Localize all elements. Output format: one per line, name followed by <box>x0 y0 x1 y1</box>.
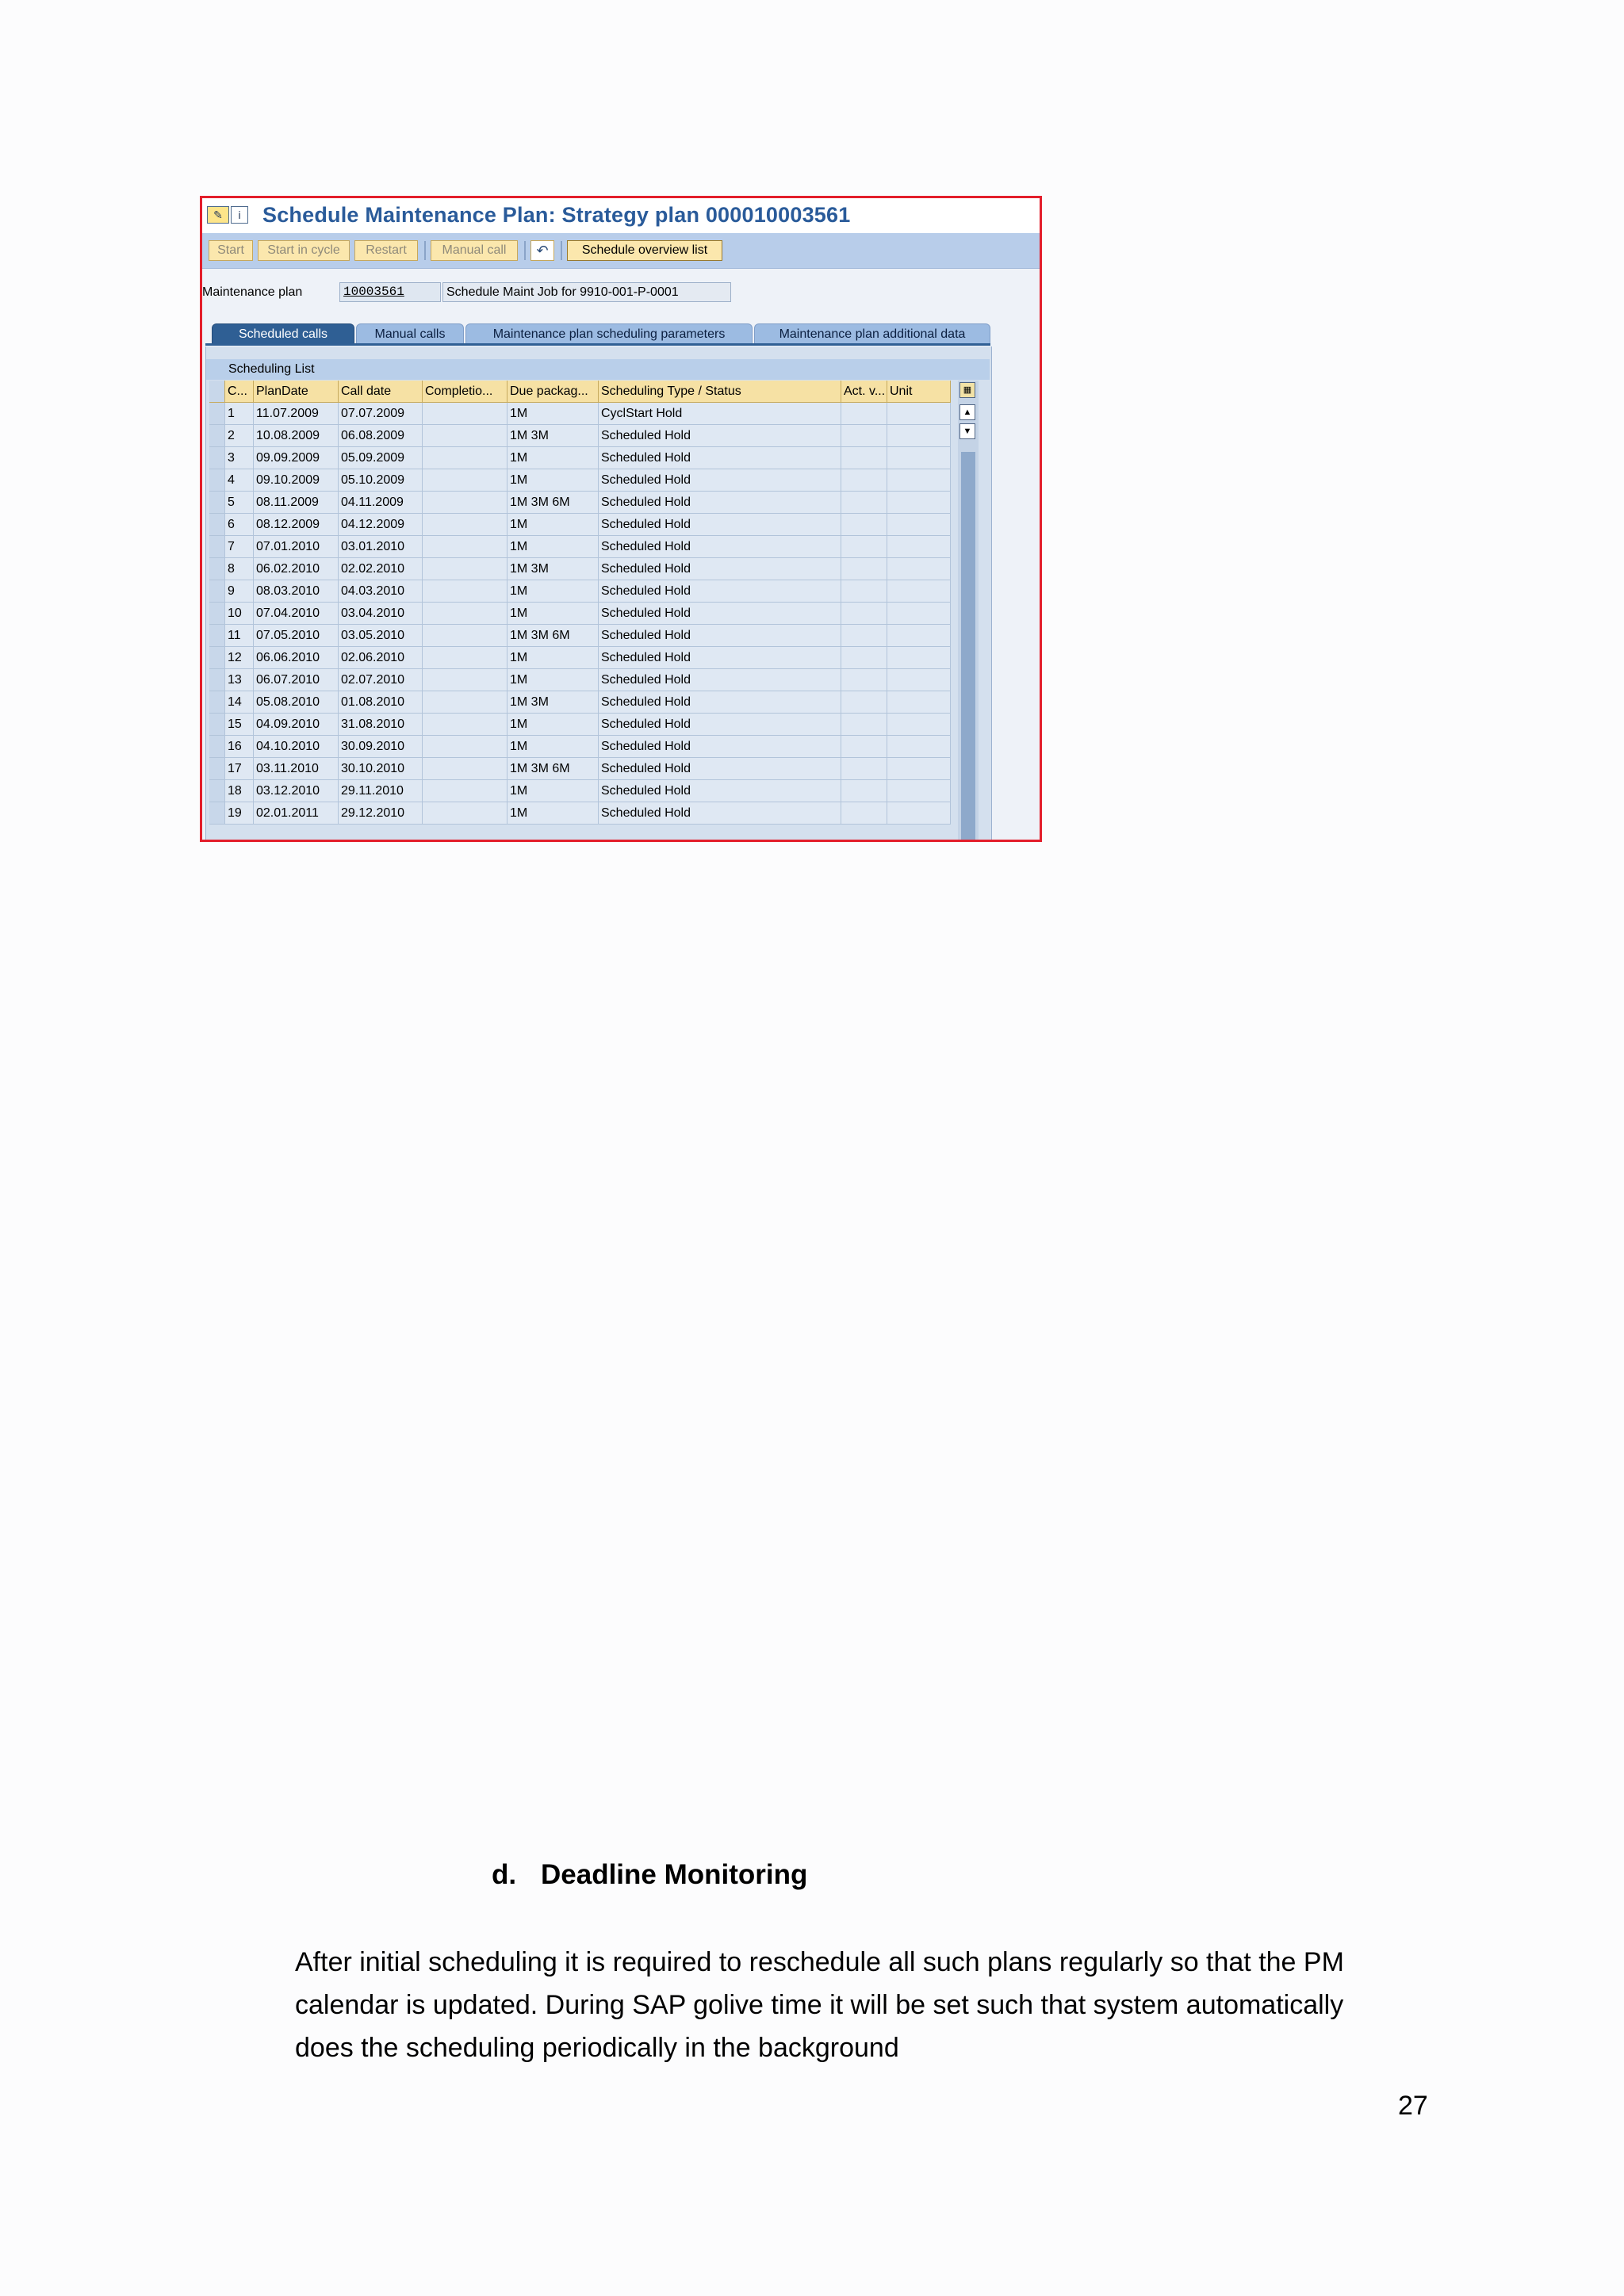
table-cell: 07.01.2010 <box>254 536 339 558</box>
paragraph-line: does the scheduling periodically in the background <box>295 2033 899 2063</box>
table-cell: 04.12.2009 <box>339 514 423 536</box>
table-cell <box>841 536 887 558</box>
table-cell: CyclStart Hold <box>599 403 841 425</box>
table-cell: 10.08.2009 <box>254 425 339 447</box>
table-cell: 1M <box>508 536 599 558</box>
table-cell: 06.06.2010 <box>254 647 339 669</box>
row-selector[interactable] <box>209 403 225 425</box>
scroll-down-icon[interactable]: ▼ <box>959 423 975 439</box>
table-cell <box>887 447 951 469</box>
table-row[interactable] <box>209 403 951 425</box>
table-cell: 5 <box>225 492 254 514</box>
table-cell <box>841 691 887 714</box>
table-cell <box>423 514 508 536</box>
table-cell <box>887 647 951 669</box>
table-cell: 06.02.2010 <box>254 558 339 580</box>
table-cell: 1M <box>508 780 599 802</box>
table-cell: 02.02.2010 <box>339 558 423 580</box>
table-cell: 04.03.2010 <box>339 580 423 603</box>
table-row[interactable] <box>209 647 951 669</box>
table-cell <box>841 736 887 758</box>
table-cell: 07.04.2010 <box>254 603 339 625</box>
table-cell: 30.09.2010 <box>339 736 423 758</box>
table-cell: Scheduled Hold <box>599 514 841 536</box>
table-cell: 16 <box>225 736 254 758</box>
table-cell <box>423 403 508 425</box>
table-cell: 1M 3M 6M <box>508 758 599 780</box>
row-selector-all[interactable] <box>209 381 225 403</box>
table-cell <box>887 802 951 825</box>
restart-button[interactable]: Restart <box>354 240 418 261</box>
table-cell: 1M <box>508 403 599 425</box>
table-cell: Scheduled Hold <box>599 625 841 647</box>
table-cell: 03.01.2010 <box>339 536 423 558</box>
table-cell: Scheduled Hold <box>599 758 841 780</box>
table-cell <box>887 425 951 447</box>
column-header[interactable]: Scheduling Type / Status <box>599 381 841 403</box>
table-cell <box>423 603 508 625</box>
schedule-overview-list-button[interactable]: Schedule overview list <box>567 240 722 261</box>
table-cell <box>887 492 951 514</box>
table-cell: 04.11.2009 <box>339 492 423 514</box>
main-area <box>202 269 1040 840</box>
table-cell: 1M 3M <box>508 425 599 447</box>
table-cell: 06.08.2009 <box>339 425 423 447</box>
application-toolbar <box>202 233 1040 269</box>
table-cell <box>841 802 887 825</box>
table-cell: 1M <box>508 469 599 492</box>
table-cell <box>887 558 951 580</box>
row-selector[interactable] <box>209 669 225 691</box>
table-cell: 1M <box>508 647 599 669</box>
table-cell: 14 <box>225 691 254 714</box>
table-cell: 09.10.2009 <box>254 469 339 492</box>
table-cell: Scheduled Hold <box>599 669 841 691</box>
table-cell: 05.10.2009 <box>339 469 423 492</box>
table-cell: 17 <box>225 758 254 780</box>
row-selector[interactable] <box>209 558 225 580</box>
table-cell <box>423 536 508 558</box>
table-cell: 31.08.2010 <box>339 714 423 736</box>
info-icon[interactable]: i <box>231 206 248 224</box>
window-title: Schedule Maintenance Plan: Strategy plan 000010003561 <box>262 203 851 227</box>
table-cell: 15 <box>225 714 254 736</box>
table-cell: 1M <box>508 714 599 736</box>
toolbar-separator <box>524 241 526 260</box>
table-cell <box>887 780 951 802</box>
maintenance-plan-description: Schedule Maint Job for 9910-001-P-0001 <box>442 282 731 302</box>
table-cell <box>423 714 508 736</box>
section-title: Deadline Monitoring <box>541 1859 808 1890</box>
table-cell: 05.09.2009 <box>339 447 423 469</box>
column-header[interactable]: Act. v... <box>841 381 887 403</box>
table-cell: Scheduled Hold <box>599 536 841 558</box>
tab-scheduled-calls[interactable]: Scheduled calls <box>212 323 354 344</box>
section-number: d. <box>492 1859 517 1890</box>
table-cell: 03.04.2010 <box>339 603 423 625</box>
table-row[interactable] <box>209 669 951 691</box>
table-cell <box>841 447 887 469</box>
table-cell: 11 <box>225 625 254 647</box>
table-cell: 1M <box>508 447 599 469</box>
table-cell: 08.11.2009 <box>254 492 339 514</box>
table-cell: 12 <box>225 647 254 669</box>
table-cell <box>423 802 508 825</box>
table-cell: 7 <box>225 536 254 558</box>
column-header[interactable]: Completio... <box>423 381 508 403</box>
table-cell: 02.07.2010 <box>339 669 423 691</box>
table-cell: Scheduled Hold <box>599 447 841 469</box>
table-cell <box>887 669 951 691</box>
tab-additional-data[interactable]: Maintenance plan additional data <box>754 323 990 344</box>
row-selector[interactable] <box>209 580 225 603</box>
table-cell <box>887 403 951 425</box>
table-cell <box>841 492 887 514</box>
row-selector[interactable] <box>209 780 225 802</box>
table-cell <box>841 714 887 736</box>
table-cell <box>841 469 887 492</box>
table-cell <box>423 625 508 647</box>
table-row[interactable] <box>209 514 951 536</box>
table-cell: 08.12.2009 <box>254 514 339 536</box>
table-cell: 29.11.2010 <box>339 780 423 802</box>
table-row[interactable] <box>209 492 951 514</box>
table-cell: 09.09.2009 <box>254 447 339 469</box>
table-cell: 2 <box>225 425 254 447</box>
table-cell: 18 <box>225 780 254 802</box>
column-header[interactable]: Unit <box>887 381 951 403</box>
table-cell: 13 <box>225 669 254 691</box>
table-row[interactable] <box>209 691 951 714</box>
table-cell <box>841 603 887 625</box>
tab-strip-underline <box>205 343 990 346</box>
table-cell <box>423 736 508 758</box>
undo-icon[interactable]: ↶ <box>530 240 554 261</box>
table-cell: 03.11.2010 <box>254 758 339 780</box>
table-cell: Scheduled Hold <box>599 736 841 758</box>
table-cell: 03.12.2010 <box>254 780 339 802</box>
column-header[interactable]: PlanDate <box>254 381 339 403</box>
table-row[interactable] <box>209 469 951 492</box>
row-selector[interactable] <box>209 603 225 625</box>
table-cell: 01.08.2010 <box>339 691 423 714</box>
row-selector[interactable] <box>209 736 225 758</box>
table-cell: 8 <box>225 558 254 580</box>
row-selector[interactable] <box>209 647 225 669</box>
table-cell <box>841 425 887 447</box>
table-cell: 6 <box>225 514 254 536</box>
toggle-display-icon[interactable]: ✎ <box>207 206 229 224</box>
table-row[interactable] <box>209 758 951 780</box>
row-selector[interactable] <box>209 447 225 469</box>
row-selector[interactable] <box>209 536 225 558</box>
table-cell: 03.05.2010 <box>339 625 423 647</box>
row-selector[interactable] <box>209 758 225 780</box>
table-cell <box>423 558 508 580</box>
paragraph-line: calendar is updated. During SAP golive time it will be set such that system automatically <box>295 1990 1344 2020</box>
start-in-cycle-button[interactable]: Start in cycle <box>258 240 350 261</box>
table-cell: 1M 3M 6M <box>508 625 599 647</box>
tab-manual-calls[interactable]: Manual calls <box>356 323 464 344</box>
column-header[interactable]: C... <box>225 381 254 403</box>
table-cell: 1M 3M <box>508 691 599 714</box>
maintenance-plan-field[interactable]: 10003561 <box>339 282 441 302</box>
table-row[interactable] <box>209 558 951 580</box>
table-cell <box>887 625 951 647</box>
table-row[interactable] <box>209 780 951 802</box>
scheduling-list-panel <box>205 346 992 842</box>
table-cell <box>841 758 887 780</box>
table-row[interactable] <box>209 425 951 447</box>
table-cell: Scheduled Hold <box>599 691 841 714</box>
table-row[interactable] <box>209 802 951 825</box>
row-selector[interactable] <box>209 714 225 736</box>
table-cell: Scheduled Hold <box>599 558 841 580</box>
table-cell <box>423 492 508 514</box>
table-cell: 29.12.2010 <box>339 802 423 825</box>
maintenance-plan-label: Maintenance plan <box>202 285 303 299</box>
page-number: 27 <box>1398 2091 1428 2121</box>
table-cell: 06.07.2010 <box>254 669 339 691</box>
table-cell: 1 <box>225 403 254 425</box>
table-cell: Scheduled Hold <box>599 492 841 514</box>
table-cell <box>841 580 887 603</box>
table-header-row <box>209 381 951 403</box>
table-cell <box>887 714 951 736</box>
table-cell: 1M <box>508 580 599 603</box>
table-cell: 3 <box>225 447 254 469</box>
table-row[interactable] <box>209 580 951 603</box>
table-row[interactable] <box>209 714 951 736</box>
table-cell <box>887 603 951 625</box>
table-cell <box>423 647 508 669</box>
table-cell <box>423 580 508 603</box>
table-cell <box>841 403 887 425</box>
table-cell <box>887 580 951 603</box>
table-cell <box>423 691 508 714</box>
title-bar <box>202 198 1040 234</box>
table-cell <box>887 469 951 492</box>
row-selector[interactable] <box>209 802 225 825</box>
table-row[interactable] <box>209 603 951 625</box>
row-selector[interactable] <box>209 514 225 536</box>
table-cell: 1M <box>508 736 599 758</box>
table-cell: Scheduled Hold <box>599 469 841 492</box>
table-cell: 19 <box>225 802 254 825</box>
table-cell: 1M <box>508 802 599 825</box>
table-cell: 1M <box>508 603 599 625</box>
start-button[interactable]: Start <box>209 240 253 261</box>
tab-scheduling-parameters[interactable]: Maintenance plan scheduling parameters <box>465 323 753 344</box>
table-cell <box>423 669 508 691</box>
column-header[interactable]: Due packag... <box>508 381 599 403</box>
table-cell: 30.10.2010 <box>339 758 423 780</box>
section-heading <box>492 1859 807 1891</box>
row-selector[interactable] <box>209 492 225 514</box>
table-cell <box>887 536 951 558</box>
table-cell: Scheduled Hold <box>599 425 841 447</box>
table-cell <box>887 514 951 536</box>
table-cell: Scheduled Hold <box>599 780 841 802</box>
table-cell: 11.07.2009 <box>254 403 339 425</box>
table-cell: 04.09.2010 <box>254 714 339 736</box>
scheduling-list-title: Scheduling List <box>206 359 990 380</box>
table-cell: 08.03.2010 <box>254 580 339 603</box>
row-selector[interactable] <box>209 469 225 492</box>
table-cell: 4 <box>225 469 254 492</box>
row-selector[interactable] <box>209 425 225 447</box>
table-cell: Scheduled Hold <box>599 603 841 625</box>
table-cell: Scheduled Hold <box>599 714 841 736</box>
table-cell <box>841 625 887 647</box>
table-cell <box>423 469 508 492</box>
table-row[interactable] <box>209 447 951 469</box>
toolbar-separator <box>424 241 426 260</box>
table-cell <box>841 514 887 536</box>
toolbar-separator <box>561 241 562 260</box>
table-cell <box>887 758 951 780</box>
table-cell: Scheduled Hold <box>599 580 841 603</box>
table-cell: 1M 3M 6M <box>508 492 599 514</box>
row-selector[interactable] <box>209 625 225 647</box>
scroll-track[interactable] <box>961 452 975 842</box>
table-cell <box>841 558 887 580</box>
table-cell: 05.08.2010 <box>254 691 339 714</box>
table-cell <box>887 691 951 714</box>
table-row[interactable] <box>209 536 951 558</box>
table-cell: 02.06.2010 <box>339 647 423 669</box>
table-cell: 07.07.2009 <box>339 403 423 425</box>
table-cell <box>423 425 508 447</box>
table-cell: 1M 3M <box>508 558 599 580</box>
table-cell: 02.01.2011 <box>254 802 339 825</box>
table-cell: 10 <box>225 603 254 625</box>
table-cell: 1M <box>508 514 599 536</box>
table-cell: 1M <box>508 669 599 691</box>
table-cell: 07.05.2010 <box>254 625 339 647</box>
table-cell <box>841 647 887 669</box>
table-cell <box>841 780 887 802</box>
table-cell: 04.10.2010 <box>254 736 339 758</box>
sap-screenshot <box>200 196 1042 842</box>
table-row[interactable] <box>209 736 951 758</box>
table-cell: Scheduled Hold <box>599 647 841 669</box>
table-row[interactable] <box>209 625 951 647</box>
scroll-up-icon[interactable]: ▲ <box>959 404 975 420</box>
manual-call-button[interactable]: Manual call <box>431 240 518 261</box>
table-scrollbar[interactable] <box>958 381 979 842</box>
table-cell <box>423 447 508 469</box>
column-settings-icon[interactable]: ▦ <box>959 382 975 398</box>
table-cell <box>423 758 508 780</box>
table-cell: 9 <box>225 580 254 603</box>
row-selector[interactable] <box>209 691 225 714</box>
table-cell <box>887 736 951 758</box>
paragraph-line: After initial scheduling it is required to reschedule all such plans regularly so that the PM <box>295 1947 1344 1977</box>
table-cell: Scheduled Hold <box>599 802 841 825</box>
table-cell <box>841 669 887 691</box>
column-header[interactable]: Call date <box>339 381 423 403</box>
table-cell <box>423 780 508 802</box>
